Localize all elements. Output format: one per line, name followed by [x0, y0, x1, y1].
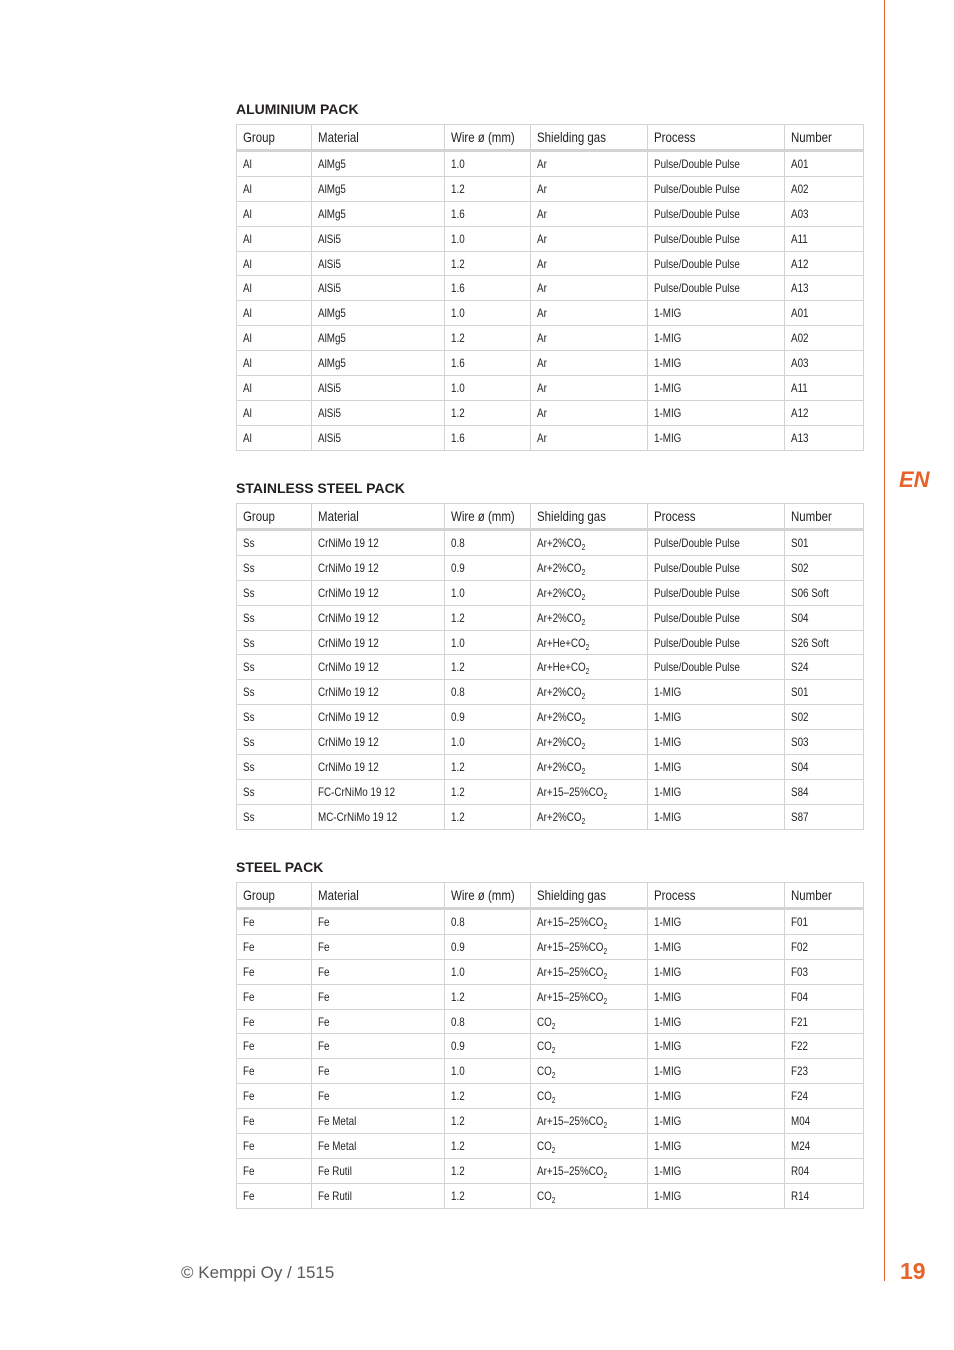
cell-group: Ss: [237, 630, 312, 655]
cell-shielding-gas: Ar: [531, 301, 648, 326]
table-row: [237, 680, 864, 705]
cell-material: Fe: [312, 984, 445, 1009]
cell-number: F03: [785, 959, 864, 984]
column-header-group: Group: [237, 504, 312, 530]
cell-number: A03: [785, 201, 864, 226]
cell-group: Ss: [237, 580, 312, 605]
cell-group: Ss: [237, 555, 312, 580]
cell-number: F24: [785, 1084, 864, 1109]
cell-wire-diameter: 1.0: [445, 730, 531, 755]
cell-material: CrNiMo 19 12: [312, 580, 445, 605]
cell-number: A02: [785, 176, 864, 201]
table-row: [237, 1009, 864, 1034]
column-header-process: Process: [648, 883, 785, 909]
cell-material: CrNiMo 19 12: [312, 630, 445, 655]
cell-number: A12: [785, 251, 864, 276]
cell-process: 1-MIG: [648, 301, 785, 326]
cell-shielding-gas: $Ar+15-25\%CO_2$: [531, 934, 648, 959]
cell-process: Pulse/Double Pulse: [648, 630, 785, 655]
cell-wire-diameter: 1.2: [445, 1084, 531, 1109]
cell-process: Pulse/Double Pulse: [648, 176, 785, 201]
cell-process: 1-MIG: [648, 376, 785, 401]
cell-number: R04: [785, 1158, 864, 1183]
cell-wire-diameter: 1.2: [445, 605, 531, 630]
cell-shielding-gas: $Ar+2\%CO_2$: [531, 580, 648, 605]
cell-material: CrNiMo 19 12: [312, 655, 445, 680]
cell-group: Fe: [237, 1183, 312, 1208]
cell-wire-diameter: 1.2: [445, 984, 531, 1009]
cell-number: F01: [785, 909, 864, 935]
table-row: [237, 376, 864, 401]
cell-material: AlSi5: [312, 376, 445, 401]
cell-group: Fe: [237, 1158, 312, 1183]
cell-process: 1-MIG: [648, 1109, 785, 1134]
cell-process: Pulse/Double Pulse: [648, 580, 785, 605]
cell-wire-diameter: 1.0: [445, 959, 531, 984]
cell-material: CrNiMo 19 12: [312, 680, 445, 705]
cell-number: S01: [785, 680, 864, 705]
cell-process: Pulse/Double Pulse: [648, 226, 785, 251]
cell-material: AlMg5: [312, 301, 445, 326]
cell-number: S87: [785, 804, 864, 829]
cell-wire-diameter: 1.2: [445, 176, 531, 201]
cell-number: S84: [785, 779, 864, 804]
cell-number: S26 Soft: [785, 630, 864, 655]
cell-process: 1-MIG: [648, 1183, 785, 1208]
cell-material: AlSi5: [312, 400, 445, 425]
cell-material: AlMg5: [312, 176, 445, 201]
cell-group: Ss: [237, 680, 312, 705]
cell-group: Al: [237, 176, 312, 201]
cell-number: S24: [785, 655, 864, 680]
table-row: [237, 630, 864, 655]
cell-material: AlMg5: [312, 151, 445, 177]
table-row: [237, 804, 864, 829]
cell-material: AlSi5: [312, 276, 445, 301]
table-row: [237, 909, 864, 935]
cell-wire-diameter: 1.2: [445, 1134, 531, 1159]
column-header-wire-diameter: Wire ø (mm): [445, 125, 531, 151]
cell-process: 1-MIG: [648, 730, 785, 755]
cell-number: A01: [785, 301, 864, 326]
cell-number: S04: [785, 755, 864, 780]
table-header-row: [237, 504, 864, 530]
cell-process: 1-MIG: [648, 680, 785, 705]
cell-material: Fe: [312, 1009, 445, 1034]
cell-group: Al: [237, 351, 312, 376]
table-row: [237, 555, 864, 580]
column-header-number: Number: [785, 125, 864, 151]
cell-number: A11: [785, 226, 864, 251]
column-header-shielding-gas: Shielding gas: [531, 504, 648, 530]
cell-material: MC-CrNiMo 19 12: [312, 804, 445, 829]
parameter-table: [236, 503, 864, 830]
cell-wire-diameter: 1.0: [445, 376, 531, 401]
cell-wire-diameter: 1.2: [445, 779, 531, 804]
column-header-material: Material: [312, 883, 445, 909]
cell-number: S01: [785, 530, 864, 556]
cell-wire-diameter: 0.8: [445, 909, 531, 935]
table-row: [237, 326, 864, 351]
cell-shielding-gas: $Ar+2\%CO_2$: [531, 804, 648, 829]
cell-number: A12: [785, 400, 864, 425]
cell-shielding-gas: $Ar+He+CO_2$: [531, 655, 648, 680]
table-row: [237, 301, 864, 326]
cell-group: Fe: [237, 1134, 312, 1159]
column-header-material: Material: [312, 504, 445, 530]
table-row: [237, 705, 864, 730]
cell-number: F21: [785, 1009, 864, 1034]
table-row: [237, 580, 864, 605]
cell-group: Ss: [237, 605, 312, 630]
cell-number: F02: [785, 934, 864, 959]
table-row: [237, 251, 864, 276]
cell-group: Al: [237, 151, 312, 177]
table-row: [237, 605, 864, 630]
table-row: [237, 201, 864, 226]
cell-wire-diameter: 1.6: [445, 276, 531, 301]
column-header-material: Material: [312, 125, 445, 151]
cell-material: Fe: [312, 1084, 445, 1109]
table-row: [237, 984, 864, 1009]
cell-number: M24: [785, 1134, 864, 1159]
cell-shielding-gas: $CO_2$: [531, 1134, 648, 1159]
cell-material: Fe: [312, 934, 445, 959]
language-label: EN: [899, 467, 930, 492]
cell-process: 1-MIG: [648, 959, 785, 984]
table-row: [237, 425, 864, 450]
table-row: [237, 400, 864, 425]
cell-process: Pulse/Double Pulse: [648, 555, 785, 580]
cell-group: Al: [237, 326, 312, 351]
cell-wire-diameter: 0.8: [445, 680, 531, 705]
cell-material: Fe Metal: [312, 1134, 445, 1159]
cell-group: Ss: [237, 804, 312, 829]
cell-process: Pulse/Double Pulse: [648, 251, 785, 276]
cell-wire-diameter: 0.9: [445, 705, 531, 730]
cell-shielding-gas: Ar: [531, 326, 648, 351]
column-header-group: Group: [237, 125, 312, 151]
cell-group: Fe: [237, 1109, 312, 1134]
cell-shielding-gas: Ar: [531, 251, 648, 276]
cell-number: A13: [785, 276, 864, 301]
cell-shielding-gas: Ar: [531, 151, 648, 177]
cell-material: Fe Rutil: [312, 1183, 445, 1208]
cell-number: A03: [785, 351, 864, 376]
cell-shielding-gas: $CO_2$: [531, 1084, 648, 1109]
cell-group: Al: [237, 400, 312, 425]
cell-wire-diameter: 1.6: [445, 425, 531, 450]
cell-process: 1-MIG: [648, 1158, 785, 1183]
table-row: [237, 779, 864, 804]
table-row: [237, 755, 864, 780]
table-row: [237, 226, 864, 251]
cell-shielding-gas: $CO_2$: [531, 1009, 648, 1034]
table-row: [237, 276, 864, 301]
cell-material: CrNiMo 19 12: [312, 555, 445, 580]
cell-process: 1-MIG: [648, 1134, 785, 1159]
footer-copyright: © Kemppi Oy / 1515: [181, 1263, 335, 1282]
cell-process: 1-MIG: [648, 1034, 785, 1059]
cell-group: Fe: [237, 1084, 312, 1109]
table-header-row: [237, 125, 864, 151]
cell-shielding-gas: $Ar+15-25\%CO_2$: [531, 1109, 648, 1134]
cell-process: 1-MIG: [648, 779, 785, 804]
cell-material: Fe Rutil: [312, 1158, 445, 1183]
cell-shielding-gas: $Ar+15-25\%CO_2$: [531, 1158, 648, 1183]
cell-group: Fe: [237, 1009, 312, 1034]
column-header-shielding-gas: Shielding gas: [531, 883, 648, 909]
column-header-wire-diameter: Wire ø (mm): [445, 883, 531, 909]
cell-process: 1-MIG: [648, 425, 785, 450]
cell-group: Ss: [237, 779, 312, 804]
table-row: [237, 934, 864, 959]
cell-number: S04: [785, 605, 864, 630]
cell-process: 1-MIG: [648, 326, 785, 351]
cell-number: F23: [785, 1059, 864, 1084]
cell-number: S03: [785, 730, 864, 755]
cell-process: 1-MIG: [648, 909, 785, 935]
table-row: [237, 1109, 864, 1134]
column-header-process: Process: [648, 125, 785, 151]
cell-number: S02: [785, 555, 864, 580]
cell-material: AlSi5: [312, 226, 445, 251]
parameter-table: [236, 124, 864, 451]
table-row: [237, 1084, 864, 1109]
cell-material: FC-CrNiMo 19 12: [312, 779, 445, 804]
cell-process: 1-MIG: [648, 984, 785, 1009]
cell-process: Pulse/Double Pulse: [648, 151, 785, 177]
cell-process: Pulse/Double Pulse: [648, 605, 785, 630]
column-header-process: Process: [648, 504, 785, 530]
cell-shielding-gas: $Ar+2\%CO_2$: [531, 555, 648, 580]
cell-wire-diameter: 0.9: [445, 1034, 531, 1059]
cell-material: CrNiMo 19 12: [312, 605, 445, 630]
cell-shielding-gas: $Ar+2\%CO_2$: [531, 530, 648, 556]
cell-wire-diameter: 1.2: [445, 755, 531, 780]
cell-process: 1-MIG: [648, 705, 785, 730]
cell-material: Fe: [312, 909, 445, 935]
cell-wire-diameter: 1.0: [445, 630, 531, 655]
table-row: [237, 1134, 864, 1159]
cell-material: Fe Metal: [312, 1109, 445, 1134]
table-row: [237, 655, 864, 680]
table-row: [237, 730, 864, 755]
cell-shielding-gas: Ar: [531, 176, 648, 201]
cell-shielding-gas: Ar: [531, 376, 648, 401]
page-number: 19: [900, 1258, 926, 1284]
column-header-shielding-gas: Shielding gas: [531, 125, 648, 151]
cell-material: AlMg5: [312, 326, 445, 351]
cell-group: Al: [237, 376, 312, 401]
cell-shielding-gas: $Ar+2\%CO_2$: [531, 705, 648, 730]
cell-material: Fe: [312, 1059, 445, 1084]
cell-material: AlSi5: [312, 251, 445, 276]
cell-wire-diameter: 0.9: [445, 555, 531, 580]
cell-material: AlSi5: [312, 425, 445, 450]
cell-wire-diameter: 0.8: [445, 530, 531, 556]
cell-wire-diameter: 0.9: [445, 934, 531, 959]
cell-wire-diameter: 1.2: [445, 655, 531, 680]
cell-material: Fe: [312, 1034, 445, 1059]
cell-group: Ss: [237, 755, 312, 780]
cell-wire-diameter: 1.0: [445, 226, 531, 251]
cell-shielding-gas: Ar: [531, 425, 648, 450]
cell-process: 1-MIG: [648, 755, 785, 780]
table-row: [237, 1183, 864, 1208]
table-row: [237, 959, 864, 984]
cell-wire-diameter: 1.2: [445, 1158, 531, 1183]
cell-wire-diameter: 1.0: [445, 151, 531, 177]
cell-number: F22: [785, 1034, 864, 1059]
cell-wire-diameter: 1.0: [445, 1059, 531, 1084]
cell-wire-diameter: 0.8: [445, 1009, 531, 1034]
cell-process: Pulse/Double Pulse: [648, 530, 785, 556]
section-title: ALUMINIUM PACK: [236, 101, 359, 117]
cell-wire-diameter: 1.2: [445, 1109, 531, 1134]
cell-shielding-gas: $Ar+2\%CO_2$: [531, 730, 648, 755]
steel-pack-section: [236, 858, 863, 1209]
cell-material: AlMg5: [312, 351, 445, 376]
table-row: [237, 1034, 864, 1059]
cell-shielding-gas: $Ar+15-25\%CO_2$: [531, 909, 648, 935]
cell-shielding-gas: Ar: [531, 351, 648, 376]
cell-shielding-gas: $Ar+15-25\%CO_2$: [531, 959, 648, 984]
cell-shielding-gas: $Ar+2\%CO_2$: [531, 605, 648, 630]
cell-wire-diameter: 1.0: [445, 301, 531, 326]
cell-material: AlMg5: [312, 201, 445, 226]
cell-group: Ss: [237, 530, 312, 556]
cell-group: Ss: [237, 705, 312, 730]
cell-number: M04: [785, 1109, 864, 1134]
cell-process: 1-MIG: [648, 351, 785, 376]
cell-process: Pulse/Double Pulse: [648, 276, 785, 301]
cell-number: A11: [785, 376, 864, 401]
section-title: STAINLESS STEEL PACK: [236, 480, 405, 496]
cell-process: 1-MIG: [648, 1084, 785, 1109]
cell-material: Fe: [312, 959, 445, 984]
cell-group: Ss: [237, 655, 312, 680]
cell-group: Al: [237, 276, 312, 301]
cell-shielding-gas: $Ar+15-25\%CO_2$: [531, 984, 648, 1009]
cell-number: A13: [785, 425, 864, 450]
cell-number: A02: [785, 326, 864, 351]
cell-process: 1-MIG: [648, 400, 785, 425]
cell-shielding-gas: Ar: [531, 226, 648, 251]
cell-shielding-gas: $Ar+2\%CO_2$: [531, 680, 648, 705]
table-row: [237, 176, 864, 201]
margin-rule: [884, 0, 885, 1281]
cell-group: Al: [237, 251, 312, 276]
cell-shielding-gas: Ar: [531, 276, 648, 301]
table-row: [237, 151, 864, 177]
cell-process: Pulse/Double Pulse: [648, 201, 785, 226]
cell-group: Al: [237, 201, 312, 226]
cell-shielding-gas: Ar: [531, 201, 648, 226]
column-header-group: Group: [237, 883, 312, 909]
table-row: [237, 1158, 864, 1183]
cell-process: Pulse/Double Pulse: [648, 655, 785, 680]
cell-group: Fe: [237, 959, 312, 984]
cell-group: Fe: [237, 984, 312, 1009]
cell-shielding-gas: Ar: [531, 400, 648, 425]
column-header-wire-diameter: Wire ø (mm): [445, 504, 531, 530]
column-header-number: Number: [785, 504, 864, 530]
cell-number: F04: [785, 984, 864, 1009]
cell-number: S02: [785, 705, 864, 730]
cell-group: Ss: [237, 730, 312, 755]
cell-material: CrNiMo 19 12: [312, 755, 445, 780]
cell-process: 1-MIG: [648, 804, 785, 829]
cell-shielding-gas: $Ar+15-25\%CO_2$: [531, 779, 648, 804]
section-title: STEEL PACK: [236, 859, 324, 875]
cell-shielding-gas: $Ar+2\%CO_2$: [531, 755, 648, 780]
table-row: [237, 351, 864, 376]
cell-wire-diameter: 1.2: [445, 251, 531, 276]
table-row: [237, 530, 864, 556]
cell-number: A01: [785, 151, 864, 177]
table-row: [237, 1059, 864, 1084]
cell-group: Fe: [237, 934, 312, 959]
cell-material: CrNiMo 19 12: [312, 530, 445, 556]
cell-group: Al: [237, 226, 312, 251]
column-header-number: Number: [785, 883, 864, 909]
cell-material: CrNiMo 19 12: [312, 730, 445, 755]
cell-process: 1-MIG: [648, 1059, 785, 1084]
cell-shielding-gas: $Ar+He+CO_2$: [531, 630, 648, 655]
cell-group: Fe: [237, 909, 312, 935]
cell-group: Fe: [237, 1034, 312, 1059]
parameter-table: [236, 882, 864, 1209]
cell-wire-diameter: 1.2: [445, 1183, 531, 1208]
aluminium-pack-section: [236, 100, 863, 451]
cell-group: Al: [237, 425, 312, 450]
table-header-row: [237, 883, 864, 909]
cell-number: S06 Soft: [785, 580, 864, 605]
cell-process: 1-MIG: [648, 934, 785, 959]
cell-shielding-gas: $CO_2$: [531, 1183, 648, 1208]
cell-wire-diameter: 1.0: [445, 580, 531, 605]
cell-wire-diameter: 1.2: [445, 326, 531, 351]
cell-wire-diameter: 1.2: [445, 804, 531, 829]
cell-group: Al: [237, 301, 312, 326]
cell-wire-diameter: 1.6: [445, 351, 531, 376]
cell-shielding-gas: $CO_2$: [531, 1034, 648, 1059]
cell-wire-diameter: 1.2: [445, 400, 531, 425]
cell-number: R14: [785, 1183, 864, 1208]
cell-wire-diameter: 1.6: [445, 201, 531, 226]
cell-shielding-gas: $CO_2$: [531, 1059, 648, 1084]
cell-material: CrNiMo 19 12: [312, 705, 445, 730]
stainless-steel-pack-section: [236, 479, 863, 830]
cell-process: 1-MIG: [648, 1009, 785, 1034]
cell-group: Fe: [237, 1059, 312, 1084]
